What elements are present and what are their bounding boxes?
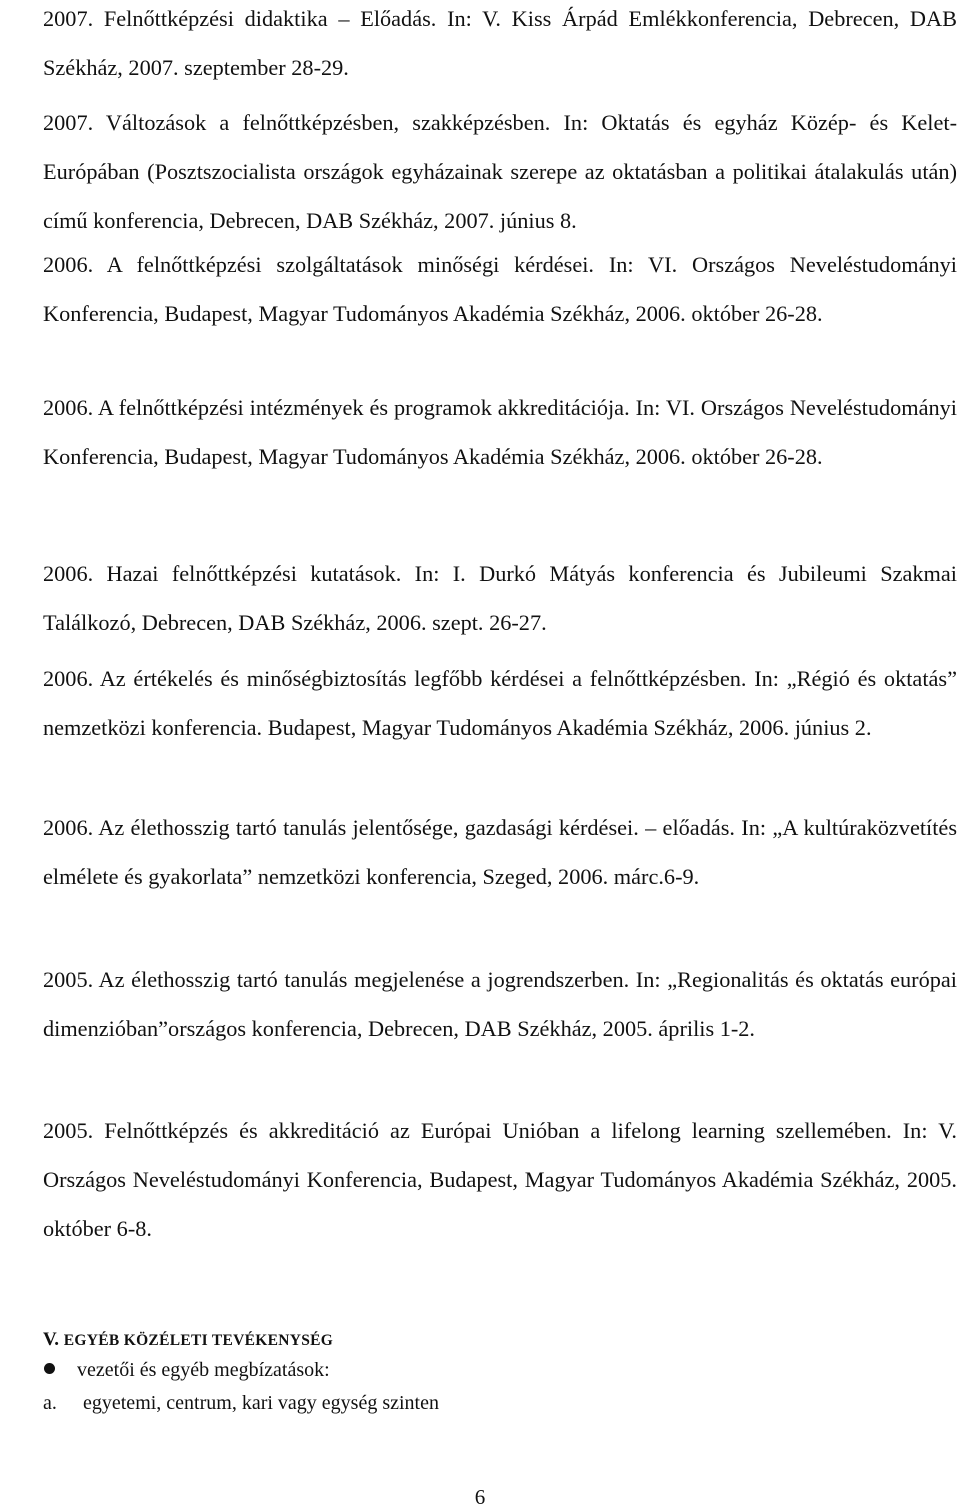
publication-entry: 2006. A felnőttképzési intézmények és programok akkreditációja. In: VI. Országos Neveléstudományi Konferencia, Budapest, Magyar Tudományos Akadémia Székház, 2006. október 26-28. (43, 395, 957, 469)
publication-entry: 2006. Az élethosszig tartó tanulás jelentősége, gazdasági kérdései. – előadás. In: „A kultúraközvetítés elmélete és gyakorlata” nemzetközi konferencia, Szeged, 2006. márc.6-9. (43, 815, 957, 889)
publication-entry: 2007. Változások a felnőttképzésben, szakképzésben. In: Oktatás és egyház Közép- és Kelet-Európában (Posztszocialista országok egyházainak szerepe az oktatásban a politikai átalakulás után) című konferencia, Debrecen, DAB Székház, 2007. június 8. (43, 110, 957, 233)
publication-entry: 2007. Felnőttképzési didaktika – Előadás. In: V. Kiss Árpád Emlékkonferencia, Debrecen, DAB Székház, 2007. szeptember 28-29. (43, 6, 957, 80)
publication-entry: 2006. Hazai felnőttképzési kutatások. In: I. Durkó Mátyás konferencia és Jubileumi Szakmai Találkozó, Debrecen, DAB Székház, 2006. szept. 26-27. (43, 561, 957, 635)
sub-list-item (43, 1390, 439, 1416)
bullet-icon (44, 1363, 55, 1374)
publication-entry: 2005. Az élethosszig tartó tanulás megjelenése a jogrendszerben. In: „Regionalitás és oktatás európai dimenzióban”országos konferencia, Debrecen, DAB Székház, 2005. április 1-2. (43, 967, 957, 1041)
publication-entry: 2006. Az értékelés és minőségbiztosítás legfőbb kérdései a felnőttképzésben. In: „Régió és oktatás” nemzetközi konferencia. Budapest, Magyar Tudományos Akadémia Székház, 2006. június 2. (43, 666, 957, 740)
section-heading (43, 1327, 333, 1354)
publication-entry: 2006. A felnőttképzési szolgáltatások minőségi kérdései. In: VI. Országos Neveléstudományi Konferencia, Budapest, Magyar Tudományos Akadémia Székház, 2006. október 26-28. (43, 252, 957, 326)
page-number: 6 (474, 1485, 486, 1509)
section-title: EGYÉB KÖZÉLETI TEVÉKENYSÉG (63, 1332, 334, 1349)
bullet-item (43, 1357, 330, 1383)
publication-entry: 2005. Felnőttképzés és akkreditáció az Európai Unióban a lifelong learning szellemében. In: V. Országos Neveléstudományi Konferencia, Budapest, Magyar Tudományos Akadémia Székház, 2005. október 6-8. (43, 1118, 957, 1241)
sub-list-marker: a. (43, 1392, 57, 1414)
sub-list-text: egyetemi, centrum, kari vagy egység szinten (83, 1392, 439, 1414)
section-number: V. (43, 1329, 60, 1350)
bullet-text: vezetői és egyéb megbízatások: (77, 1359, 330, 1381)
document-page (43, 0, 957, 1510)
